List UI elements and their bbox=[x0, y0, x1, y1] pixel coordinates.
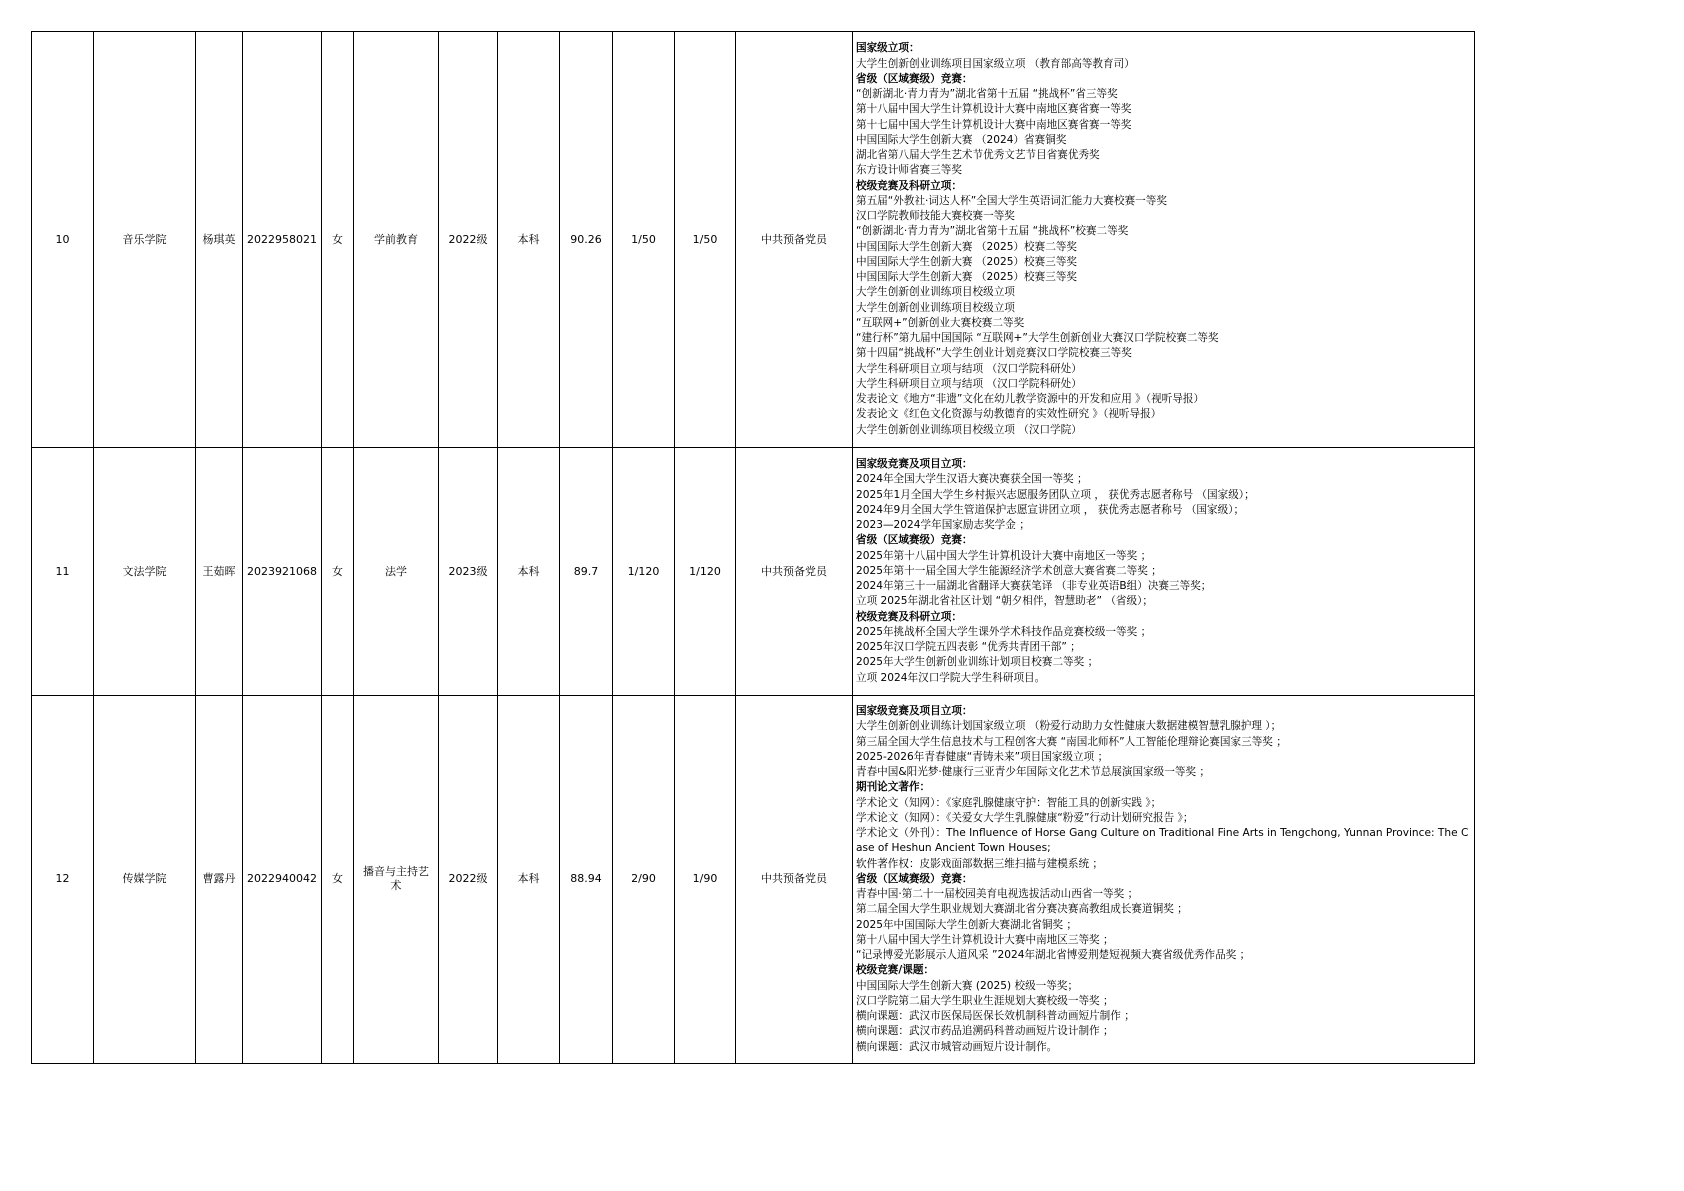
achievement-item: 湖北省第八届大学生艺术节优秀文艺节目省赛优秀奖 bbox=[856, 149, 1100, 161]
achievement-item: 大学生科研项目立项与结项 （汉口学院科研处） bbox=[856, 362, 1082, 375]
achievement-item: 2025年挑战杯全国大学生课外学术科技作品竞赛校级一等奖 ； bbox=[856, 625, 1152, 638]
table-row bbox=[32, 448, 1475, 696]
achievement-item: 立项 2024年汉口学院大学生科研项目。 bbox=[856, 671, 1046, 684]
achievement-item: 大学生创新创业训练项目校级立项 bbox=[856, 301, 1015, 314]
score-cell: 88.94 bbox=[560, 696, 613, 1064]
achievement-item: 2025-2026年青春健康“青铸未来”项目国家级立项 ； bbox=[856, 750, 1109, 763]
achievement-item: 横向课题：武汉市医保局医保长效机制科普动画短片制作 ； bbox=[856, 1010, 1135, 1022]
college-cell: 音乐学院 bbox=[94, 32, 196, 448]
student-roster-table bbox=[31, 31, 1475, 1064]
achievement-item: 发表论文《红色文化资源与幼教德育的实效性研究 》（视听导报） bbox=[856, 408, 1162, 421]
achievement-item: 大学生科研项目立项与结项 （汉口学院科研处） bbox=[856, 377, 1082, 390]
achievement-item: 2025年1月全国大学生乡村振兴志愿服务团队立项 ， 获优秀志愿者称号 （国家级）； bbox=[856, 488, 1255, 501]
achievement-item: 横向课题：武汉市药品追溯码科普动画短片设计制作 ； bbox=[856, 1025, 1114, 1038]
gender-cell: 女 bbox=[322, 32, 354, 448]
achievement-item: 第十八届中国大学生计算机设计大赛中南地区三等奖 ； bbox=[856, 933, 1114, 946]
achievement-item: 第十七届中国大学生计算机设计大赛中南地区赛省赛一等奖 bbox=[856, 118, 1132, 131]
achievement-item: 2025年第十一届全国大学生能源经济学术创意大赛省赛二等奖 ； bbox=[856, 564, 1162, 577]
achievement-item: “互联网+”创新创业大赛校赛二等奖 bbox=[856, 316, 1025, 329]
achievement-item: 中国国际大学生创新大赛 （2024）省赛铜奖 bbox=[856, 133, 1067, 146]
major-cell: 学前教育 bbox=[354, 32, 439, 448]
achievement-item: 横向课题：武汉市城管动画短片设计制作。 bbox=[856, 1040, 1058, 1053]
rank-cell: 1/50 bbox=[613, 32, 675, 448]
achievement-item: 第三届全国大学生信息技术与工程创客大赛 “南国北师杯”人工智能伦理辩论赛国家三等奖 ； bbox=[856, 735, 1287, 748]
achievement-item: 东方设计师省赛三等奖 bbox=[856, 164, 962, 177]
achievement-item: 立项 2025年湖北省社区计划 “朝夕相伴，智慧助老” （省级）； bbox=[856, 595, 1153, 608]
achievement-item: 2023—2024学年国家励志奖学金 ； bbox=[856, 519, 1030, 532]
political-status-cell: 中共预备党员 bbox=[736, 448, 853, 696]
table-row bbox=[32, 696, 1475, 1064]
achievement-item: 汉口学院第二届大学生职业生涯规划大赛校级一等奖 ； bbox=[856, 994, 1114, 1007]
achievement-category-heading: 国家级竞赛及项目立项： bbox=[856, 705, 973, 717]
achievement-category-heading: 国家级立项： bbox=[856, 42, 920, 55]
achievement-item: 学术论文（外刊）：The Influence of Horse Gang Culture on Traditional Fine Arts in Tengchong, Yunnan Province: The Case of Heshun Ancient Town Houses; bbox=[856, 827, 1469, 855]
gender-cell: 女 bbox=[322, 448, 354, 696]
student-id-cell: 2022958021 bbox=[243, 32, 322, 448]
achievement-item: 2024年全国大学生汉语大赛决赛获全国一等奖 ； bbox=[856, 473, 1088, 486]
level-cell: 本科 bbox=[498, 696, 560, 1064]
achievement-item: 第十四届“挑战杯”大学生创业计划竞赛汉口学院校赛三等奖 bbox=[856, 347, 1132, 360]
achievement-category-heading: 省级（区域赛级）竞赛： bbox=[856, 534, 973, 547]
achievement-item: 2025年第十八届中国大学生计算机设计大赛中南地区一等奖 ； bbox=[856, 549, 1152, 562]
achievement-item: 中国国际大学生创新大赛 （2025）校赛三等奖 bbox=[856, 255, 1078, 268]
achievement-item: 大学生创新创业训练项目国家级立项 （教育部高等教育司） bbox=[856, 57, 1135, 70]
rank-cell: 1/120 bbox=[613, 448, 675, 696]
rank-cell: 1/50 bbox=[675, 32, 736, 448]
table-row bbox=[32, 32, 1475, 448]
political-status-cell: 中共预备党员 bbox=[736, 696, 853, 1064]
achievement-item: 学术论文（知网）：《关爱女大学生乳腺健康“粉爱”行动计划研究报告 》； bbox=[856, 811, 1194, 824]
achievement-item: 第五届“外教社·词达人杯”全国大学生英语词汇能力大赛校赛一等奖 bbox=[856, 194, 1167, 207]
achievement-item: 2025年中国国际大学生创新大赛湖北省铜奖 ； bbox=[856, 918, 1078, 931]
achievement-item: “创新湖北·青力青为”湖北省第十五届 “挑战杯”校赛二等奖 bbox=[856, 225, 1129, 238]
row-number: 10 bbox=[32, 32, 94, 448]
achievement-item: 第十八届中国大学生计算机设计大赛中南地区赛省赛一等奖 bbox=[856, 103, 1132, 116]
achievements-cell bbox=[853, 696, 1475, 1064]
achievement-item: 青春中国&阳光梦·健康行三亚青少年国际文化艺术节总展演国家级一等奖 ； bbox=[856, 766, 1210, 778]
row-number: 12 bbox=[32, 696, 94, 1064]
major-cell: 播音与主持艺术 bbox=[354, 696, 439, 1064]
achievement-item: 青春中国·第二十一届校园美育电视选拔活动山西省一等奖 ； bbox=[856, 888, 1139, 900]
achievement-item: 2025年汉口学院五四表彰 “优秀共青团干部” ； bbox=[856, 641, 1081, 654]
level-cell: 本科 bbox=[498, 448, 560, 696]
achievement-category-heading: 期刊论文著作： bbox=[856, 781, 931, 794]
rank-cell: 1/120 bbox=[675, 448, 736, 696]
college-cell: 传媒学院 bbox=[94, 696, 196, 1064]
achievement-item: 发表论文《地方“非遗”文化在幼儿教学资源中的开发和应用 》（视听导报） bbox=[856, 393, 1205, 405]
gender-cell: 女 bbox=[322, 696, 354, 1064]
name-cell: 曹露丹 bbox=[196, 696, 243, 1064]
achievement-item: 学术论文（知网）：《家庭乳腺健康守护：智能工具的创新实践 》； bbox=[856, 796, 1162, 809]
score-cell: 89.7 bbox=[560, 448, 613, 696]
score-cell: 90.26 bbox=[560, 32, 613, 448]
achievement-item: 2024年第三十一届湖北省翻译大赛获笔译 （非专业英语B组）决赛三等奖； bbox=[856, 580, 1212, 593]
achievement-item: 第二届全国大学生职业规划大赛湖北省分赛决赛高教组成长赛道铜奖 ； bbox=[856, 903, 1188, 916]
achievements-cell bbox=[853, 448, 1475, 696]
student-id-cell: 2023921068 bbox=[243, 448, 322, 696]
roster-body bbox=[32, 32, 1475, 1064]
achievement-item: 中国国际大学生创新大赛 （2025）校赛三等奖 bbox=[856, 271, 1078, 283]
achievement-item: 大学生创新创业训练项目校级立项 bbox=[856, 286, 1015, 299]
achievement-item: 大学生创新创业训练计划国家级立项 （粉爱行动助力女性健康大数据建模智慧乳腺护理 ）； bbox=[856, 720, 1282, 733]
achievement-item: “建行杯”第九届中国国际 “互联网+”大学生创新创业大赛汉口学院校赛二等奖 bbox=[856, 332, 1219, 344]
achievement-item: 大学生创新创业训练项目校级立项 （汉口学院） bbox=[856, 423, 1082, 436]
grade-cell: 2023级 bbox=[439, 448, 498, 696]
achievement-item: “记录博爱光影展示人道风采 ”2024年湖北省博爱荆楚短视频大赛省级优秀作品奖 ； bbox=[856, 949, 1251, 961]
achievements-cell bbox=[853, 32, 1475, 448]
achievement-item: 软件著作权：皮影戏面部数据三维扫描与建模系统 ； bbox=[856, 857, 1104, 870]
achievement-category-heading: 校级竞赛及科研立项： bbox=[856, 610, 962, 623]
rank-cell: 1/90 bbox=[675, 696, 736, 1064]
achievement-item: 中国国际大学生创新大赛 （2025）校赛二等奖 bbox=[856, 240, 1078, 253]
achievement-category-heading: 校级竞赛/课题： bbox=[856, 964, 935, 977]
achievement-category-heading: 国家级竞赛及项目立项： bbox=[856, 458, 973, 471]
achievement-item: 汉口学院教师技能大赛校赛一等奖 bbox=[856, 210, 1015, 222]
name-cell: 杨琪英 bbox=[196, 32, 243, 448]
political-status-cell: 中共预备党员 bbox=[736, 32, 853, 448]
level-cell: 本科 bbox=[498, 32, 560, 448]
row-number: 11 bbox=[32, 448, 94, 696]
grade-cell: 2022级 bbox=[439, 696, 498, 1064]
major-cell: 法学 bbox=[354, 448, 439, 696]
college-cell: 文法学院 bbox=[94, 448, 196, 696]
achievement-category-heading: 省级（区域赛级）竞赛： bbox=[856, 872, 973, 885]
achievement-category-heading: 校级竞赛及科研立项： bbox=[856, 179, 962, 192]
student-id-cell: 2022940042 bbox=[243, 696, 322, 1064]
rank-cell: 2/90 bbox=[613, 696, 675, 1064]
achievement-item: 中国国际大学生创新大赛 (2025) 校级一等奖； bbox=[856, 979, 1079, 992]
achievement-item: “创新湖北·青力青为”湖北省第十五届 “挑战杯”省三等奖 bbox=[856, 88, 1118, 100]
achievement-item: 2025年大学生创新创业训练计划项目校赛二等奖 ； bbox=[856, 656, 1099, 669]
achievement-item: 2024年9月全国大学生管道保护志愿宣讲团立项 ， 获优秀志愿者称号 （国家级）； bbox=[856, 503, 1245, 516]
grade-cell: 2022级 bbox=[439, 32, 498, 448]
name-cell: 王茹晖 bbox=[196, 448, 243, 696]
achievement-category-heading: 省级（区域赛级）竞赛： bbox=[856, 72, 973, 85]
